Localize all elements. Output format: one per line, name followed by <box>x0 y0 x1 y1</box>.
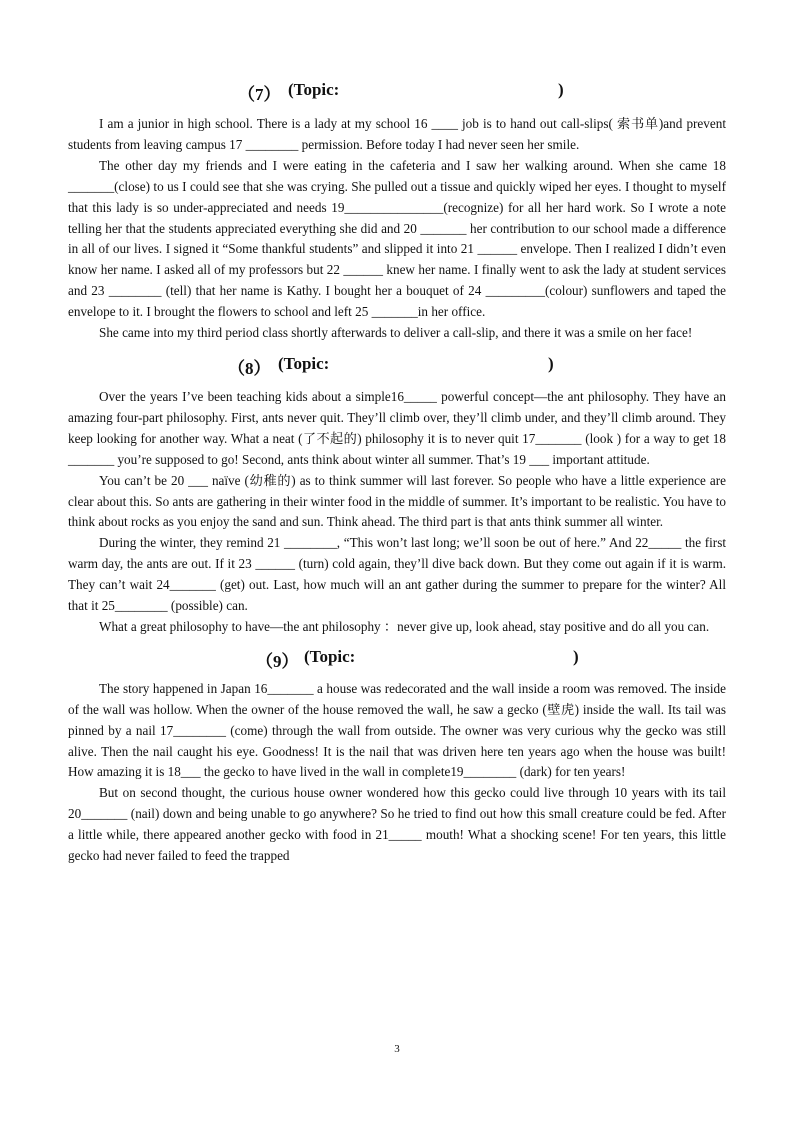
paragraph: Over the years I’ve been teaching kids about a simple16_____ powerful concept—the ant philosophy. They have an amazing four-part philosophy. First, ants never quit. They’ll climb over, they’ll climb under, and they’ll climb around. They keep looking for another way. What a neat (了不起的) philosophy it is to never quit 17_______ (look ) for a way to get 18 _______ you’re supposed to go! Second, ants think about winter all summer. That’s 19 ___ important attitude. <box>68 388 726 467</box>
page-number: 3 <box>394 1043 400 1055</box>
paragraph: The story happened in Japan 16_______ a house was redecorated and the wall inside a room was removed. The inside of the wall was hollow. When the owner of the house removed the wall, he saw a gecko (壁虎) inside the wall. Its tail was pinned by a nail 17________ (come) through the wall from outside. The owner was very curious why the gecko was still alive. Then the nail caught his eye. Goodness! It is the nail that was driven here ten years ago when the house was built! How amazing it is 18___ the gecko to have lived in the wall in complete19________ (dark) for ten years! <box>68 680 726 780</box>
topic-label: (Topic: <box>278 353 330 373</box>
section-number: （9） <box>256 651 299 671</box>
topic-close-paren: ) <box>558 80 564 99</box>
topic-label: (Topic: <box>304 646 356 666</box>
topic-close-paren: ) <box>573 646 579 666</box>
paragraph: You can’t be 20 ___ naïve (幼稚的) as to think summer will last forever. So people who have a little experience are clear about this. So ants are gathering in their winter food in the middle of summer. It’s important to be realistic. You have to think about rocks as you enjoy the sand and sun. Think ahead. The third part is that ants think summer all winter. <box>68 472 726 530</box>
section-number: （8） <box>228 358 271 378</box>
section-7-title <box>68 80 726 104</box>
paragraph: The other day my friends and I were eating in the cafeteria and I saw her walking around. When she came 18 _______(close) to us I could see that she was crying. She pulled out a tissue and quickly wiped her eyes. I thought to myself that this lady is so under-appreciated and needs 19_______________(recognize) for all her hard work. So I wrote a note telling her that the students appreciated everything she did and 20 _______ her contribution to our school made a difference in all of our lives. I signed it “Some thankful students” and slipped it into 21 ______ envelope. Then I realized I didn’t even know her name. I asked all of my professors but 22 ______ knew her name. I finally went to ask the lady at student services and 23 ________ (tell) that her name is Kathy. I bought her a bouquet of 24 _________(colour) sunflowers and taped the envelope to it. I brought the flowers to school and left 25 _______in her office. <box>68 157 726 320</box>
worksheet-page <box>68 80 726 867</box>
section-7 <box>68 80 726 344</box>
topic-close-paren: ) <box>548 353 554 373</box>
section-8-title <box>68 354 726 378</box>
paragraph: But on second thought, the curious house owner wondered how this gecko could live through 10 years with its tail 20_______ (nail) down and being unable to go anywhere? So he tried to find out how this small creature could be fed. After a little while, there appeared another gecko with food in 21_____ mouth! What a shocking scene! For ten years, this little gecko had never failed to feed the trapped <box>68 785 726 864</box>
paragraph: She came into my third period class shortly afterwards to deliver a call-slip, and there it was a smile on her face! <box>99 325 693 341</box>
paragraph: I am a junior in high school. There is a lady at my school 16 ____ job is to hand out call-slips( 索书单)and prevent students from leaving campus 17 ________ permission. Before today I had never seen her smile. <box>68 116 726 152</box>
section-number: （7） <box>238 85 281 104</box>
paragraph: During the winter, they remind 21 ________, “This won’t last long; we’ll soon be out of here.” And 22_____ the first warm day, the ants are out. If it 23 ______ (turn) cold again, they’ll dive back down. But they come out again if it is warm. They can’t wait 24_______ (get) out. Last, how much will an ant gather during the summer to prepare for the winter? All that it 25________ (possible) can. <box>68 535 726 614</box>
section-8 <box>68 354 726 638</box>
paragraph: What a great philosophy to have—the ant philosophy ：never give up, look ahead, stay positive and do all you can. <box>99 618 710 634</box>
section-9 <box>68 647 726 867</box>
section-9-title <box>68 647 726 671</box>
topic-label: (Topic: <box>288 80 340 99</box>
